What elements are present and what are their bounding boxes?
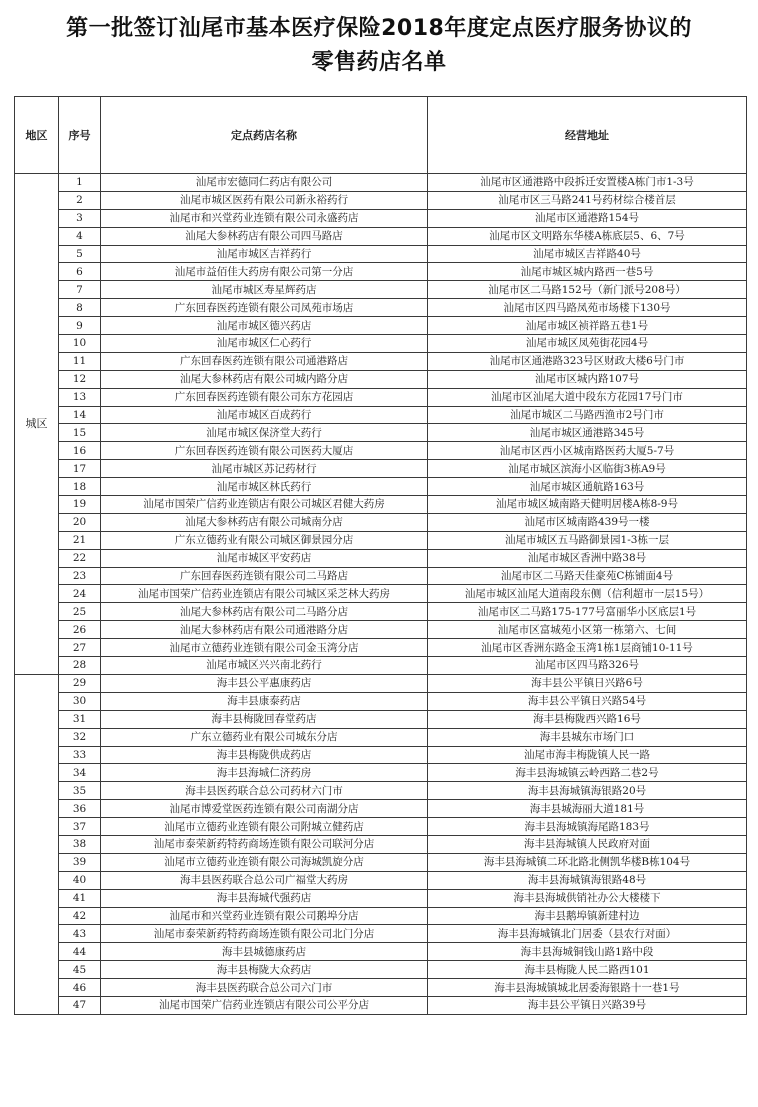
pharmacy-address: 汕尾市区通港路154号 — [428, 209, 747, 227]
table-row — [15, 352, 747, 370]
row-number: 5 — [59, 245, 101, 263]
pharmacy-address: 海丰县海城镇云岭西路二巷2号 — [428, 764, 747, 782]
table-row — [15, 818, 747, 836]
pharmacy-name: 广东回春医药连锁有限公司东方花园店 — [101, 388, 428, 406]
row-number: 16 — [59, 442, 101, 460]
table-row — [15, 728, 747, 746]
pharmacy-address: 海丰县海城镇城北居委海银路十一巷1号 — [428, 979, 747, 997]
pharmacy-name: 汕尾市城区苏记药材行 — [101, 460, 428, 478]
row-number: 4 — [59, 227, 101, 245]
table-row — [15, 710, 747, 728]
table-row — [15, 388, 747, 406]
row-number: 41 — [59, 889, 101, 907]
pharmacy-address: 海丰县海城供销社办公大楼楼下 — [428, 889, 747, 907]
pharmacy-name: 海丰县医药联合总公司广福堂大药房 — [101, 871, 428, 889]
pharmacy-name: 海丰县公平惠康药店 — [101, 674, 428, 692]
row-number: 30 — [59, 692, 101, 710]
row-number: 31 — [59, 710, 101, 728]
table-row — [15, 245, 747, 263]
pharmacy-address: 汕尾市区四马路326号 — [428, 657, 747, 675]
table-row — [15, 567, 747, 585]
table-header-row — [15, 97, 747, 174]
pharmacy-address: 汕尾市城区吉祥路40号 — [428, 245, 747, 263]
pharmacy-name: 汕尾市城区百成药行 — [101, 406, 428, 424]
table-row — [15, 513, 747, 531]
pharmacy-name: 汕尾市城区医药有限公司新永裕药行 — [101, 191, 428, 209]
pharmacy-name: 汕尾市博爱堂医药连锁有限公司南湖分店 — [101, 800, 428, 818]
pharmacy-address: 海丰县梅陇人民二路西101 — [428, 961, 747, 979]
pharmacy-address: 海丰县梅陇西兴路16号 — [428, 710, 747, 728]
table-row — [15, 227, 747, 245]
pharmacy-address: 汕尾市城区五马路御景园1-3栋一层 — [428, 531, 747, 549]
row-number: 29 — [59, 674, 101, 692]
pharmacy-address: 汕尾市城区通航路163号 — [428, 478, 747, 496]
pharmacy-address: 汕尾市城区祯祥路五巷1号 — [428, 317, 747, 335]
pharmacy-address: 汕尾市区香洲东路金玉湾1栋1层商铺10-11号 — [428, 639, 747, 657]
row-number: 26 — [59, 621, 101, 639]
pharmacy-address: 汕尾市区二马路天佳豪苑C栋铺面4号 — [428, 567, 747, 585]
pharmacy-address: 汕尾市城区二马路西渔市2号门市 — [428, 406, 747, 424]
table-row — [15, 764, 747, 782]
table-row — [15, 531, 747, 549]
row-number: 25 — [59, 603, 101, 621]
pharmacy-address: 汕尾市区三马路241号药材综合楼首层 — [428, 191, 747, 209]
pharmacy-table — [14, 96, 747, 1015]
row-number: 45 — [59, 961, 101, 979]
pharmacy-name: 汕尾市城区仁心药行 — [101, 335, 428, 353]
pharmacy-name: 汕尾市城区德兴药店 — [101, 317, 428, 335]
area-cell — [15, 674, 59, 1014]
pharmacy-name: 汕尾大参林药店有限公司城南分店 — [101, 513, 428, 531]
pharmacy-name: 汕尾市国荣广信药业连锁店有限公司公平分店 — [101, 996, 428, 1014]
pharmacy-name: 汕尾大参林药店有限公司四马路店 — [101, 227, 428, 245]
pharmacy-address: 汕尾市城区通港路345号 — [428, 424, 747, 442]
table-row — [15, 585, 747, 603]
pharmacy-address: 海丰县海城铜钱山路1路中段 — [428, 943, 747, 961]
pharmacy-name: 汕尾市益佰佳大药房有限公司第一分店 — [101, 263, 428, 281]
title-line-2: 零售药店名单 — [311, 50, 447, 75]
header-area: 地区 — [15, 97, 59, 174]
pharmacy-name: 汕尾大参林药店有限公司城内路分店 — [101, 370, 428, 388]
table-row — [15, 263, 747, 281]
table-row — [15, 370, 747, 388]
header-number: 序号 — [59, 97, 101, 174]
pharmacy-address: 汕尾市城区城南路天健明居楼A栋8-9号 — [428, 496, 747, 514]
pharmacy-name: 汕尾市立德药业连锁有限公司附城立健药店 — [101, 818, 428, 836]
pharmacy-address: 海丰县海城镇海尾路183号 — [428, 818, 747, 836]
row-number: 43 — [59, 925, 101, 943]
table-row — [15, 657, 747, 675]
table-row — [15, 496, 747, 514]
table-row — [15, 871, 747, 889]
pharmacy-address: 海丰县海城镇北门居委（县农行对面） — [428, 925, 747, 943]
pharmacy-name: 海丰县医药联合总公司六门市 — [101, 979, 428, 997]
pharmacy-address: 汕尾市区西小区城南路医药大厦5-7号 — [428, 442, 747, 460]
row-number: 3 — [59, 209, 101, 227]
table-row — [15, 281, 747, 299]
pharmacy-address: 汕尾市城区香洲中路38号 — [428, 549, 747, 567]
pharmacy-address: 海丰县海城镇人民政府对面 — [428, 835, 747, 853]
header-address: 经营地址 — [428, 97, 747, 174]
row-number: 17 — [59, 460, 101, 478]
title-line-1: 第一批签订汕尾市基本医疗保险2018年度定点医疗服务协议的 — [66, 16, 692, 41]
table-row — [15, 889, 747, 907]
pharmacy-address: 海丰县海城镇海银路48号 — [428, 871, 747, 889]
pharmacy-address: 汕尾市城区城内路西一巷5号 — [428, 263, 747, 281]
pharmacy-address: 海丰县海城镇海银路20号 — [428, 782, 747, 800]
table-row — [15, 191, 747, 209]
pharmacy-address: 汕尾市区文明路东华楼A栋底层5、6、7号 — [428, 227, 747, 245]
pharmacy-name: 广东立德药业有限公司城区御景园分店 — [101, 531, 428, 549]
pharmacy-name: 海丰县海城仁济药房 — [101, 764, 428, 782]
table-row — [15, 961, 747, 979]
pharmacy-address: 海丰县公平镇日兴路54号 — [428, 692, 747, 710]
pharmacy-address: 汕尾市区城内路107号 — [428, 370, 747, 388]
row-number: 34 — [59, 764, 101, 782]
row-number: 14 — [59, 406, 101, 424]
pharmacy-address: 汕尾市区通港路323号区财政大楼6号门市 — [428, 352, 747, 370]
table-row — [15, 979, 747, 997]
pharmacy-address: 汕尾市城区滨海小区临街3栋A9号 — [428, 460, 747, 478]
pharmacy-name: 汕尾市城区平安药店 — [101, 549, 428, 567]
pharmacy-name: 汕尾市城区吉祥药行 — [101, 245, 428, 263]
table-row — [15, 460, 747, 478]
area-cell: 城区 — [15, 174, 59, 675]
pharmacy-name: 汕尾市和兴堂药业连锁有限公司永盛药店 — [101, 209, 428, 227]
row-number: 9 — [59, 317, 101, 335]
pharmacy-address: 海丰县鹅埠镇新建村边 — [428, 907, 747, 925]
table-row — [15, 853, 747, 871]
table-row — [15, 674, 747, 692]
pharmacy-address: 汕尾市海丰梅陇镇人民一路 — [428, 746, 747, 764]
pharmacy-address: 汕尾市城区凤苑街花园4号 — [428, 335, 747, 353]
row-number: 7 — [59, 281, 101, 299]
table-row — [15, 603, 747, 621]
table-row — [15, 442, 747, 460]
row-number: 20 — [59, 513, 101, 531]
row-number: 28 — [59, 657, 101, 675]
pharmacy-name: 海丰县海城代强药店 — [101, 889, 428, 907]
pharmacy-address: 汕尾市区城南路439号一楼 — [428, 513, 747, 531]
pharmacy-name: 汕尾市城区林氏药行 — [101, 478, 428, 496]
pharmacy-name: 汕尾市国荣广信药业连锁店有限公司城区采芝林大药房 — [101, 585, 428, 603]
table-row — [15, 639, 747, 657]
row-number: 18 — [59, 478, 101, 496]
table-row — [15, 782, 747, 800]
pharmacy-name: 汕尾市泰荣新药特药商场连锁有限公司联河分店 — [101, 835, 428, 853]
document-title — [0, 12, 758, 80]
table-row — [15, 943, 747, 961]
row-number: 38 — [59, 835, 101, 853]
pharmacy-address: 海丰县海城镇二环北路北侧凯华楼B栋104号 — [428, 853, 747, 871]
pharmacy-name: 海丰县康泰药店 — [101, 692, 428, 710]
row-number: 8 — [59, 299, 101, 317]
pharmacy-address: 汕尾市区富城苑小区第一栋第六、七间 — [428, 621, 747, 639]
pharmacy-address: 海丰县城海丽大道181号 — [428, 800, 747, 818]
pharmacy-name: 海丰县城德康药店 — [101, 943, 428, 961]
row-number: 42 — [59, 907, 101, 925]
pharmacy-address: 汕尾市区通港路中段拆迁安置楼A栋门市1-3号 — [428, 174, 747, 192]
row-number: 35 — [59, 782, 101, 800]
table-row — [15, 549, 747, 567]
header-pharmacy-name: 定点药店名称 — [101, 97, 428, 174]
table-row — [15, 174, 747, 192]
row-number: 15 — [59, 424, 101, 442]
table-row — [15, 925, 747, 943]
row-number: 47 — [59, 996, 101, 1014]
table-row — [15, 335, 747, 353]
pharmacy-name: 海丰县梅陇大众药店 — [101, 961, 428, 979]
pharmacy-address: 汕尾市城区汕尾大道南段东侧（信利超市一层15号） — [428, 585, 747, 603]
pharmacy-address: 海丰县城东市场门口 — [428, 728, 747, 746]
pharmacy-name: 汕尾市和兴堂药业连锁有限公司鹅埠分店 — [101, 907, 428, 925]
row-number: 44 — [59, 943, 101, 961]
row-number: 21 — [59, 531, 101, 549]
pharmacy-address: 汕尾市区二马路175-177号富丽华小区底层1号 — [428, 603, 747, 621]
table-row — [15, 424, 747, 442]
table-row — [15, 692, 747, 710]
pharmacy-address: 汕尾市区汕尾大道中段东方花园17号门市 — [428, 388, 747, 406]
pharmacy-name: 海丰县梅陇供成药店 — [101, 746, 428, 764]
table-row — [15, 406, 747, 424]
row-number: 36 — [59, 800, 101, 818]
row-number: 12 — [59, 370, 101, 388]
pharmacy-name: 汕尾市立德药业连锁有限公司海城凯旋分店 — [101, 853, 428, 871]
pharmacy-address: 汕尾市区二马路152号（新门派号208号） — [428, 281, 747, 299]
row-number: 10 — [59, 335, 101, 353]
table-row — [15, 835, 747, 853]
pharmacy-name: 汕尾市城区兴兴南北药行 — [101, 657, 428, 675]
pharmacy-address: 汕尾市区四马路凤苑市场楼下130号 — [428, 299, 747, 317]
table-row — [15, 907, 747, 925]
row-number: 1 — [59, 174, 101, 192]
pharmacy-name: 汕尾市宏德同仁药店有限公司 — [101, 174, 428, 192]
pharmacy-name: 广东回春医药连锁有限公司二马路店 — [101, 567, 428, 585]
row-number: 24 — [59, 585, 101, 603]
table-row — [15, 621, 747, 639]
row-number: 11 — [59, 352, 101, 370]
table-row — [15, 996, 747, 1014]
table-row — [15, 299, 747, 317]
pharmacy-name: 汕尾市城区保济堂大药行 — [101, 424, 428, 442]
row-number: 32 — [59, 728, 101, 746]
pharmacy-name: 海丰县医药联合总公司药材六门市 — [101, 782, 428, 800]
table-row — [15, 800, 747, 818]
table-row — [15, 209, 747, 227]
pharmacy-address: 海丰县公平镇日兴路39号 — [428, 996, 747, 1014]
pharmacy-name: 广东回春医药连锁有限公司凤苑市场店 — [101, 299, 428, 317]
row-number: 37 — [59, 818, 101, 836]
row-number: 23 — [59, 567, 101, 585]
row-number: 22 — [59, 549, 101, 567]
pharmacy-name: 汕尾市泰荣新药特药商场连锁有限公司北门分店 — [101, 925, 428, 943]
pharmacy-name: 汕尾市立德药业连锁有限公司金玉湾分店 — [101, 639, 428, 657]
pharmacy-name: 广东回春医药连锁有限公司通港路店 — [101, 352, 428, 370]
table-body — [15, 174, 747, 1015]
pharmacy-name: 汕尾大参林药店有限公司二马路分店 — [101, 603, 428, 621]
pharmacy-name: 汕尾市国荣广信药业连锁店有限公司城区君健大药房 — [101, 496, 428, 514]
pharmacy-name: 广东立德药业有限公司城东分店 — [101, 728, 428, 746]
table-row — [15, 478, 747, 496]
row-number: 2 — [59, 191, 101, 209]
pharmacy-address: 海丰县公平镇日兴路6号 — [428, 674, 747, 692]
row-number: 27 — [59, 639, 101, 657]
pharmacy-name: 海丰县梅陇回春堂药店 — [101, 710, 428, 728]
pharmacy-name: 广东回春医药连锁有限公司医药大厦店 — [101, 442, 428, 460]
row-number: 6 — [59, 263, 101, 281]
row-number: 46 — [59, 979, 101, 997]
row-number: 13 — [59, 388, 101, 406]
row-number: 33 — [59, 746, 101, 764]
row-number: 19 — [59, 496, 101, 514]
row-number: 39 — [59, 853, 101, 871]
table-row — [15, 317, 747, 335]
pharmacy-name: 汕尾市城区寿星辉药店 — [101, 281, 428, 299]
pharmacy-name: 汕尾大参林药店有限公司通港路分店 — [101, 621, 428, 639]
row-number: 40 — [59, 871, 101, 889]
table-row — [15, 746, 747, 764]
